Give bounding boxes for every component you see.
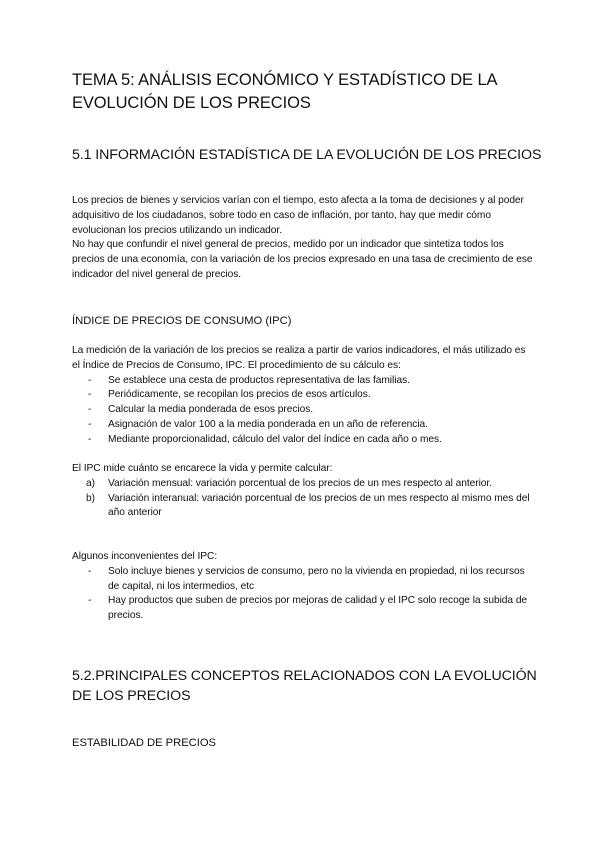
list-item: - Asignación de valor 100 a la media ponderada en un año de referencia. [72, 418, 534, 433]
section-5-1-heading: 5.1 INFORMACIÓN ESTADÍSTICA DE LA EVOLUCIÓN DE LOS PRECIOS [72, 147, 542, 163]
ipc-measures-intro: El IPC mide cuánto se encarece la vida y permite calcular: [72, 463, 333, 474]
ipc-heading: ÍNDICE DE PRECIOS DE CONSUMO (IPC) [72, 315, 292, 327]
ipc-drawbacks-intro: Algunos inconvenientes del IPC: [72, 551, 218, 562]
list-item: - Periódicamente, se recopilan los precios de esos artículos. [72, 388, 534, 403]
dash-bullet: - [88, 595, 92, 607]
ipc-measures-list [72, 477, 534, 521]
ipc-steps-list [72, 374, 534, 448]
list-item: - Mediante proporcionalidad, cálculo del valor del índice en cada año o mes. [72, 433, 534, 448]
dash-bullet: - [88, 418, 92, 430]
list-item: - Solo incluye bienes y servicios de consumo, pero no la vivienda en propiedad, ni los recursos de capital, ni los intermedios, etc [88, 565, 525, 592]
paragraph-price-level: No hay que confundir el nivel general de precios, medido por un indicador que sintetiza todos los precios de una economía, con la variación de los precios expresado en una tasa de crecimiento de ese indicador del nivel general de precios. [72, 239, 533, 280]
list-item: - Se establece una cesta de productos representativa de las familias. [72, 374, 534, 389]
document-title: TEMA 5: ANÁLISIS ECONÓMICO Y ESTADÍSTICO DE LA EVOLUCIÓN DE LOS PRECIOS [72, 71, 497, 112]
ipc-drawbacks-list [72, 565, 534, 624]
list-marker: a) [86, 477, 95, 489]
section-5-1-body [72, 194, 534, 283]
dash-bullet: - [88, 389, 92, 401]
dash-bullet: - [88, 404, 92, 416]
list-item: a) Variación mensual: variación porcentual de los precios de un mes respecto al anterior. [72, 477, 534, 492]
section-5-2-heading: 5.2.PRINCIPALES CONCEPTOS RELACIONADOS CON LA EVOLUCIÓN DE LOS PRECIOS [72, 668, 537, 704]
ipc-drawbacks-section [72, 550, 534, 624]
dash-bullet: - [88, 374, 92, 386]
price-stability-heading: ESTABILIDAD DE PRECIOS [72, 737, 217, 749]
ipc-measures-section [72, 462, 534, 521]
ipc-section [72, 344, 534, 448]
list-item: b) Variación interanual: variación porcentual de los precios de un mes respecto al mismo mes del año anterior [86, 492, 530, 519]
list-item: - Calcular la media ponderada de esos precios. [72, 403, 534, 418]
ipc-intro: La medición de la variación de los precios se realiza a partir de varios indicadores, el más utilizado es el Índice de Precios de Consumo, IPC. El procedimiento de su cálculo es: [72, 345, 526, 371]
dash-bullet: - [88, 565, 92, 577]
list-marker: b) [86, 492, 95, 504]
paragraph-inflation: Los precios de bienes y servicios varían con el tiempo, esto afecta a la toma de decisiones y al poder adquisitivo de los ciudadanos, sobre todo en caso de inflación, por tanto, hay que medir cómo evolucionan los precios utilizando un indicador. [72, 195, 524, 236]
list-item: - Hay productos que suben de precios por mejoras de calidad y el IPC solo recoge la subida de precios. [88, 595, 528, 622]
dash-bullet: - [88, 433, 92, 445]
